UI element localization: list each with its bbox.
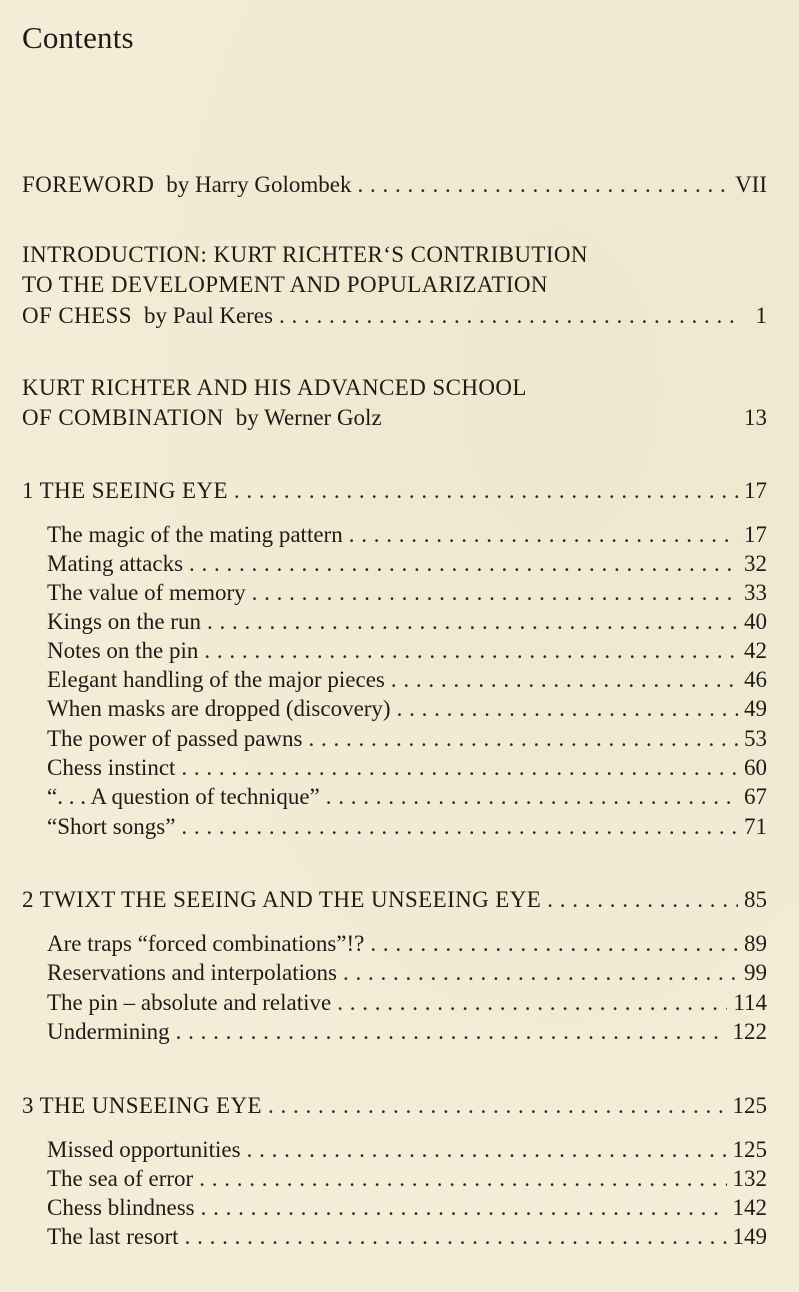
page-number: 122 xyxy=(732,1019,767,1044)
dot-leader xyxy=(199,1164,726,1194)
dot-leader xyxy=(337,988,727,1018)
section-title: “Short songs” xyxy=(47,814,176,839)
entry-title: OF CHESS xyxy=(22,303,132,328)
section-title: Notes on the pin xyxy=(47,638,199,663)
toc-section[interactable] xyxy=(47,929,767,959)
entry-title: KURT RICHTER AND HIS ADVANCED SCHOOL xyxy=(22,375,527,400)
dot-leader xyxy=(189,549,738,579)
page-number: 53 xyxy=(744,726,767,751)
dot-leader xyxy=(176,1017,727,1047)
toc-section[interactable] xyxy=(47,1193,767,1223)
dot-leader xyxy=(391,665,738,695)
toc-section[interactable] xyxy=(47,694,767,724)
page-number: 85 xyxy=(744,887,767,912)
toc-entry-introduction-line2[interactable] xyxy=(22,270,767,300)
section-title: The power of passed pawns xyxy=(47,726,303,751)
dot-leader xyxy=(397,694,738,724)
page-number: 46 xyxy=(744,667,767,692)
toc-entry-introduction[interactable] xyxy=(22,301,767,331)
section-title: The magic of the mating pattern xyxy=(47,522,343,547)
dot-leader xyxy=(181,753,738,783)
page-number: 114 xyxy=(733,990,767,1015)
toc-section[interactable] xyxy=(47,782,767,812)
page-number: 42 xyxy=(744,638,767,663)
page-number: 149 xyxy=(732,1224,767,1249)
dot-leader xyxy=(185,1222,727,1252)
page-number: 33 xyxy=(744,580,767,605)
toc-section[interactable] xyxy=(47,958,767,988)
section-title: When masks are dropped (discovery) xyxy=(47,696,391,721)
toc-section[interactable] xyxy=(47,1164,767,1194)
dot-leader xyxy=(358,170,730,200)
chapter-title: 3 THE UNSEEING EYE xyxy=(22,1093,262,1118)
entry-author: by Harry Golombek xyxy=(166,172,352,197)
section-title: Elegant handling of the major pieces xyxy=(47,667,385,692)
dot-leader xyxy=(252,578,738,608)
entry-author: by Werner Golz xyxy=(235,405,382,430)
dot-leader xyxy=(181,812,738,842)
page-number: 132 xyxy=(732,1166,767,1191)
section-title: Undermining xyxy=(47,1019,170,1044)
page-number: 89 xyxy=(744,931,767,956)
toc-section[interactable] xyxy=(47,724,767,754)
section-title: Chess blindness xyxy=(47,1195,195,1220)
page-title: Contents xyxy=(22,20,134,55)
page-number: 60 xyxy=(744,755,767,780)
toc-section[interactable] xyxy=(47,578,767,608)
page-number: 49 xyxy=(744,696,767,721)
page-number: 17 xyxy=(744,522,767,547)
section-title: Chess instinct xyxy=(47,755,176,780)
dot-leader xyxy=(234,476,738,506)
toc-section[interactable] xyxy=(47,988,767,1018)
dot-leader xyxy=(343,958,738,988)
toc-section[interactable] xyxy=(47,1222,767,1252)
toc-section[interactable] xyxy=(47,636,767,666)
page-number: 125 xyxy=(732,1093,767,1118)
page-number: VII xyxy=(735,172,767,197)
toc-chapter-3[interactable] xyxy=(22,1091,767,1121)
dot-leader xyxy=(247,1135,727,1165)
page-number: 1 xyxy=(755,303,767,328)
dot-leader xyxy=(201,1193,727,1223)
dot-leader xyxy=(268,1091,727,1121)
dot-leader xyxy=(547,885,738,915)
dot-leader xyxy=(204,636,738,666)
dot-leader xyxy=(370,929,738,959)
entry-title: TO THE DEVELOPMENT AND POPULARIZATION xyxy=(22,272,548,297)
entry-title: INTRODUCTION: KURT RICHTER‘S CONTRIBUTION xyxy=(22,242,588,267)
toc-section[interactable] xyxy=(47,520,767,550)
toc-section[interactable] xyxy=(47,812,767,842)
page-number: 67 xyxy=(744,784,767,809)
chapter-title: 1 THE SEEING EYE xyxy=(22,478,228,503)
toc-chapter-1[interactable] xyxy=(22,476,767,506)
page-number: 40 xyxy=(744,609,767,634)
entry-title: OF COMBINATION xyxy=(22,405,224,430)
page-number: 13 xyxy=(744,405,767,430)
chapter-title: 2 TWIXT THE SEEING AND THE UNSEEING EYE xyxy=(22,887,542,912)
dot-leader xyxy=(349,520,738,550)
page-number: 125 xyxy=(732,1137,767,1162)
section-title: The pin – absolute and relative xyxy=(47,990,332,1015)
toc-section[interactable] xyxy=(47,607,767,637)
entry-author: by Paul Keres xyxy=(143,303,273,328)
section-title: Are traps “forced combinations”!? xyxy=(47,931,365,956)
dot-leader xyxy=(207,607,738,637)
toc-chapter-2[interactable] xyxy=(22,885,767,915)
page-number: 17 xyxy=(744,478,767,503)
section-title: Mating attacks xyxy=(47,551,184,576)
page-number: 99 xyxy=(744,960,767,985)
toc-entry-introduction-line1[interactable] xyxy=(22,240,767,270)
section-title: The value of memory xyxy=(47,580,246,605)
toc-section[interactable] xyxy=(47,665,767,695)
section-title: The last resort xyxy=(47,1224,179,1249)
toc-entry-advanced-school[interactable] xyxy=(22,403,767,433)
entry-title: FOREWORD xyxy=(22,172,155,197)
page-number: 32 xyxy=(744,551,767,576)
section-title: Reservations and interpolations xyxy=(47,960,337,985)
section-title: Missed opportunities xyxy=(47,1137,241,1162)
page-number: 71 xyxy=(744,814,767,839)
dot-leader xyxy=(308,724,738,754)
toc-section[interactable] xyxy=(47,753,767,783)
toc-section[interactable] xyxy=(47,1135,767,1165)
section-title: Kings on the run xyxy=(47,609,201,634)
dot-leader xyxy=(279,301,741,331)
dot-leader xyxy=(326,782,738,812)
page-number: 142 xyxy=(732,1195,767,1220)
toc-section[interactable] xyxy=(47,1017,767,1047)
toc-entry-advanced-school-line1[interactable] xyxy=(22,373,767,403)
toc-section[interactable] xyxy=(47,549,767,579)
toc-entry-foreword[interactable] xyxy=(22,170,767,200)
section-title: The sea of error xyxy=(47,1166,194,1191)
section-title: “. . . A question of technique” xyxy=(47,784,320,809)
